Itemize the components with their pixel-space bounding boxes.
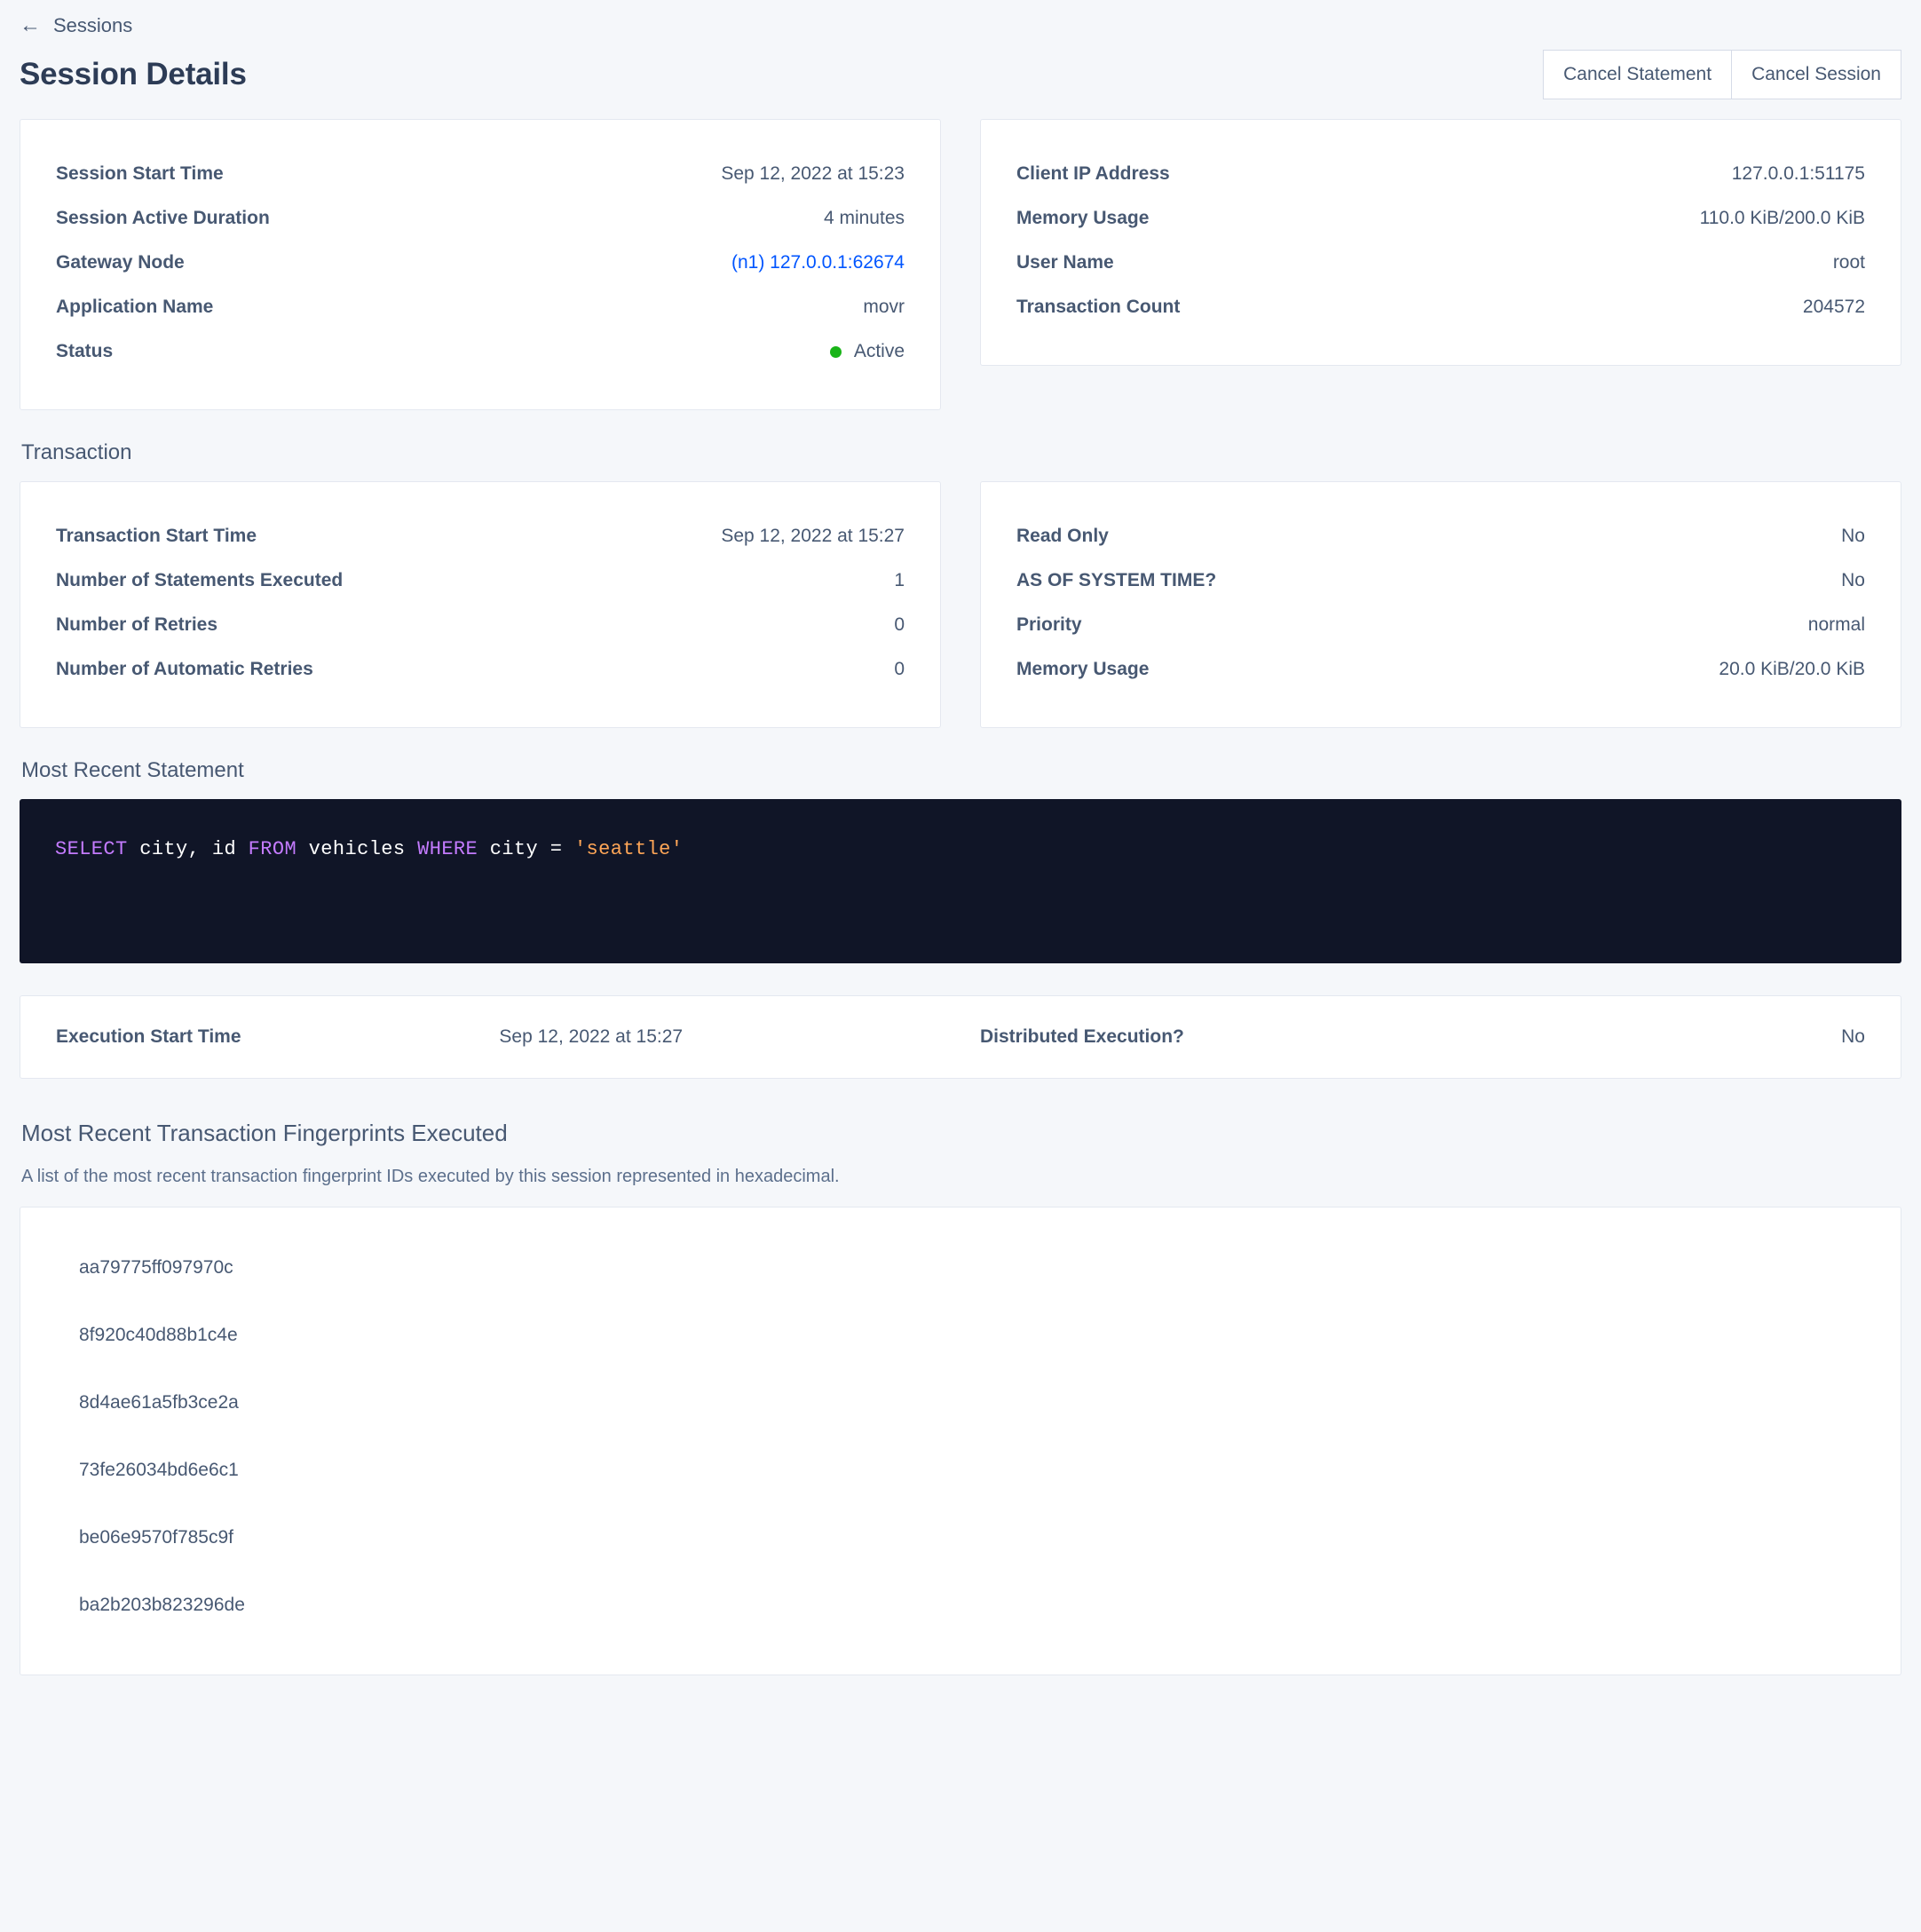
detail-label: Number of Statements Executed	[56, 570, 344, 590]
sql-token: city =	[478, 838, 574, 860]
cancel-session-button[interactable]: Cancel Session	[1732, 50, 1901, 99]
session-overview	[20, 119, 1901, 410]
list-item: 73fe26034bd6e6c1	[79, 1460, 239, 1480]
detail-value: 110.0 KiB/200.0 KiB	[1699, 208, 1865, 228]
detail-row	[1016, 514, 1865, 558]
session-details-card-left	[20, 119, 941, 410]
execution-start-time-row	[56, 1026, 941, 1048]
fingerprints-title: Most Recent Transaction Fingerprints Executed	[21, 1120, 508, 1146]
detail-label: Gateway Node	[56, 252, 185, 273]
cancel-statement-button[interactable]: Cancel Statement	[1543, 50, 1732, 99]
detail-row	[1016, 241, 1865, 285]
header-actions	[1543, 50, 1901, 99]
distributed-execution-value: No	[1841, 1026, 1865, 1047]
list-item: 8f920c40d88b1c4e	[79, 1325, 238, 1345]
breadcrumb-link-sessions[interactable]: Sessions	[53, 14, 133, 36]
status-dot-icon	[830, 346, 842, 358]
execution-start-time-label: Execution Start Time	[56, 1026, 241, 1047]
detail-row	[1016, 196, 1865, 241]
detail-value: normal	[1807, 614, 1865, 635]
statement-section-label: Most Recent Statement	[21, 758, 244, 782]
detail-row	[1016, 647, 1865, 692]
arrow-left-icon[interactable]: ←	[20, 13, 41, 37]
detail-row	[56, 152, 905, 196]
fingerprints-subtitle: A list of the most recent transaction fingerprint IDs executed by this session represented in hexadecimal.	[21, 1167, 840, 1186]
breadcrumb	[20, 0, 1901, 43]
list-item: ba2b203b823296de	[79, 1595, 245, 1615]
detail-label: User Name	[1016, 252, 1114, 273]
most-recent-statement-block	[20, 799, 1901, 963]
detail-row	[56, 558, 905, 603]
detail-value: 4 minutes	[823, 208, 905, 228]
sql-token: vehicles	[296, 838, 418, 860]
detail-value: Sep 12, 2022 at 15:23	[721, 163, 905, 184]
page-header	[20, 43, 1901, 119]
detail-label: Number of Retries	[56, 614, 218, 635]
page-title: Session Details	[20, 57, 247, 91]
transaction-card-left	[20, 481, 941, 728]
detail-row	[56, 603, 905, 647]
sql-token: WHERE	[417, 838, 478, 860]
sql-text	[55, 838, 1866, 860]
detail-value-link[interactable]: (n1) 127.0.0.1:62674	[731, 252, 905, 273]
detail-row	[56, 329, 905, 374]
execution-start-time-value: Sep 12, 2022 at 15:27	[499, 1026, 684, 1047]
detail-row	[1016, 152, 1865, 196]
detail-row	[56, 241, 905, 285]
detail-value: 1	[894, 570, 905, 590]
detail-label: Priority	[1016, 614, 1082, 635]
sql-token: SELECT	[55, 838, 128, 860]
detail-label: Number of Automatic Retries	[56, 659, 313, 679]
distributed-execution-row	[980, 1026, 1865, 1048]
fingerprints-list	[20, 1207, 1901, 1675]
status-badge	[830, 338, 905, 365]
detail-value: 0	[894, 659, 905, 679]
detail-value: movr	[863, 297, 905, 317]
list-item: 8d4ae61a5fb3ce2a	[79, 1392, 239, 1413]
detail-row	[1016, 285, 1865, 329]
detail-label: Transaction Count	[1016, 297, 1181, 317]
detail-label: Application Name	[56, 297, 214, 317]
detail-value: root	[1832, 252, 1865, 273]
detail-value: No	[1841, 570, 1865, 590]
detail-label: Transaction Start Time	[56, 526, 257, 546]
list-item: be06e9570f785c9f	[79, 1527, 233, 1548]
detail-value: 20.0 KiB/20.0 KiB	[1719, 659, 1865, 679]
detail-value: 0	[894, 614, 905, 635]
distributed-execution-label: Distributed Execution?	[980, 1026, 1184, 1047]
transaction-section-label: Transaction	[21, 440, 132, 464]
status-text: Active	[853, 341, 905, 361]
execution-card	[20, 995, 1901, 1079]
detail-value: No	[1841, 526, 1865, 546]
detail-label: Client IP Address	[1016, 163, 1170, 184]
transaction-overview	[20, 481, 1901, 728]
detail-label: Session Active Duration	[56, 208, 270, 228]
detail-row	[1016, 603, 1865, 647]
detail-value: Sep 12, 2022 at 15:27	[721, 526, 905, 546]
detail-label: Status	[56, 341, 114, 361]
detail-row	[1016, 558, 1865, 603]
detail-label: AS OF SYSTEM TIME?	[1016, 570, 1217, 590]
detail-row	[56, 285, 905, 329]
detail-label: Read Only	[1016, 526, 1109, 546]
detail-row	[56, 514, 905, 558]
detail-value: 204572	[1802, 297, 1865, 317]
detail-value: 127.0.0.1:51175	[1731, 163, 1865, 184]
transaction-card-right	[980, 481, 1901, 728]
detail-label: Memory Usage	[1016, 659, 1150, 679]
session-details-card-right	[980, 119, 1901, 366]
sql-token: 'seattle'	[573, 838, 684, 860]
list-item: aa79775ff097970c	[79, 1257, 233, 1278]
detail-row	[56, 647, 905, 692]
detail-label: Memory Usage	[1016, 208, 1150, 228]
detail-row	[56, 196, 905, 241]
sql-token: FROM	[248, 838, 297, 860]
sql-token: city, id	[127, 838, 249, 860]
detail-label: Session Start Time	[56, 163, 224, 184]
